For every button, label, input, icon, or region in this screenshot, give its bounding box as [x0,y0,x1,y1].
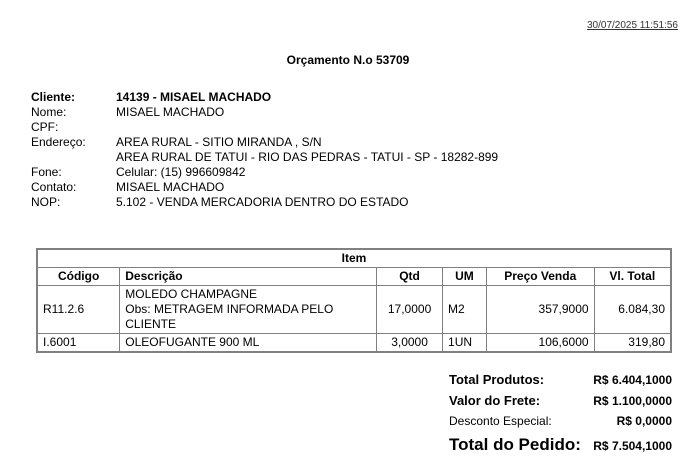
cell-total: 6.084,30 [594,286,671,334]
total-produtos-label: Total Produtos: [449,372,545,387]
cpf-row [31,120,498,135]
desconto-value: R$ 0,0000 [616,414,672,428]
print-timestamp[interactable]: 30/07/2025 11:51:56 [586,20,678,31]
total-produtos-row [449,372,672,393]
group-header: Item [37,249,671,268]
cell-preco: 357,9000 [486,286,594,334]
cell-um: M2 [443,286,487,334]
valor-frete-row [449,393,672,414]
nome-value: MISAEL MACHADO [116,105,225,119]
col-total: Vl. Total [594,268,671,286]
totals-section [449,372,672,455]
nop-row [31,195,498,210]
table-row [37,334,671,353]
cliente-label: Cliente: [31,90,76,104]
cpf-label: CPF: [31,120,59,134]
valor-frete-label: Valor do Frete: [449,393,541,408]
cell-total: 319,80 [594,334,671,353]
cell-descricao: MOLEDO CHAMPAGNE Obs: METRAGEM INFORMADA PELO CLIENTE [120,286,377,334]
cell-descricao: OLEOFUGANTE 900 ML [120,334,377,353]
valor-frete-value: R$ 1.100,0000 [593,394,672,408]
page-title: Orçamento N.o 53709 [286,53,410,67]
total-pedido-value: R$ 7.504,1000 [593,439,672,453]
desconto-label: Desconto Especial: [449,414,552,428]
nome-row [31,105,498,120]
cell-codigo: I.6001 [37,334,120,353]
col-codigo: Código [37,268,120,286]
fone-row [31,165,498,180]
client-info [31,90,498,210]
contato-row [31,180,498,195]
endereco-line1: AREA RURAL - SITIO MIRANDA , S/N [116,135,322,149]
col-descricao: Descrição [120,268,377,286]
endereco-line2: AREA RURAL DE TATUI - RIO DAS PEDRAS - TATUI - SP - 18282-899 [116,150,499,164]
cell-qtd: 17,0000 [377,286,443,334]
cell-codigo: R11.2.6 [37,286,120,334]
nop-label: NOP: [31,195,61,209]
desconto-row [449,414,672,435]
col-um: UM [443,268,487,286]
cliente-value: 14139 - MISAEL MACHADO [116,90,272,104]
fone-value: Celular: (15) 996609842 [116,165,246,179]
total-produtos-value: R$ 6.404,1000 [593,373,672,387]
cell-um: 1UN [443,334,487,353]
endereco-row [31,135,498,150]
column-header-row [37,268,671,286]
endereco-label: Endereço: [31,135,86,149]
group-header-row [37,249,671,268]
total-pedido-label: Total do Pedido: [449,435,581,454]
col-preco: Preço Venda [486,268,594,286]
table-row [37,286,671,334]
cell-preco: 106,6000 [486,334,594,353]
client-row [31,90,498,105]
col-qtd: Qtd [377,268,443,286]
endereco-row-2 [31,150,498,165]
items-table [36,248,672,353]
cell-qtd: 3,0000 [377,334,443,353]
nop-value: 5.102 - VENDA MERCADORIA DENTRO DO ESTADO [116,195,409,209]
nome-label: Nome: [31,105,67,119]
contato-value: MISAEL MACHADO [116,180,225,194]
contato-label: Contato: [31,180,77,194]
fone-label: Fone: [31,165,62,179]
total-pedido-row [449,435,672,455]
